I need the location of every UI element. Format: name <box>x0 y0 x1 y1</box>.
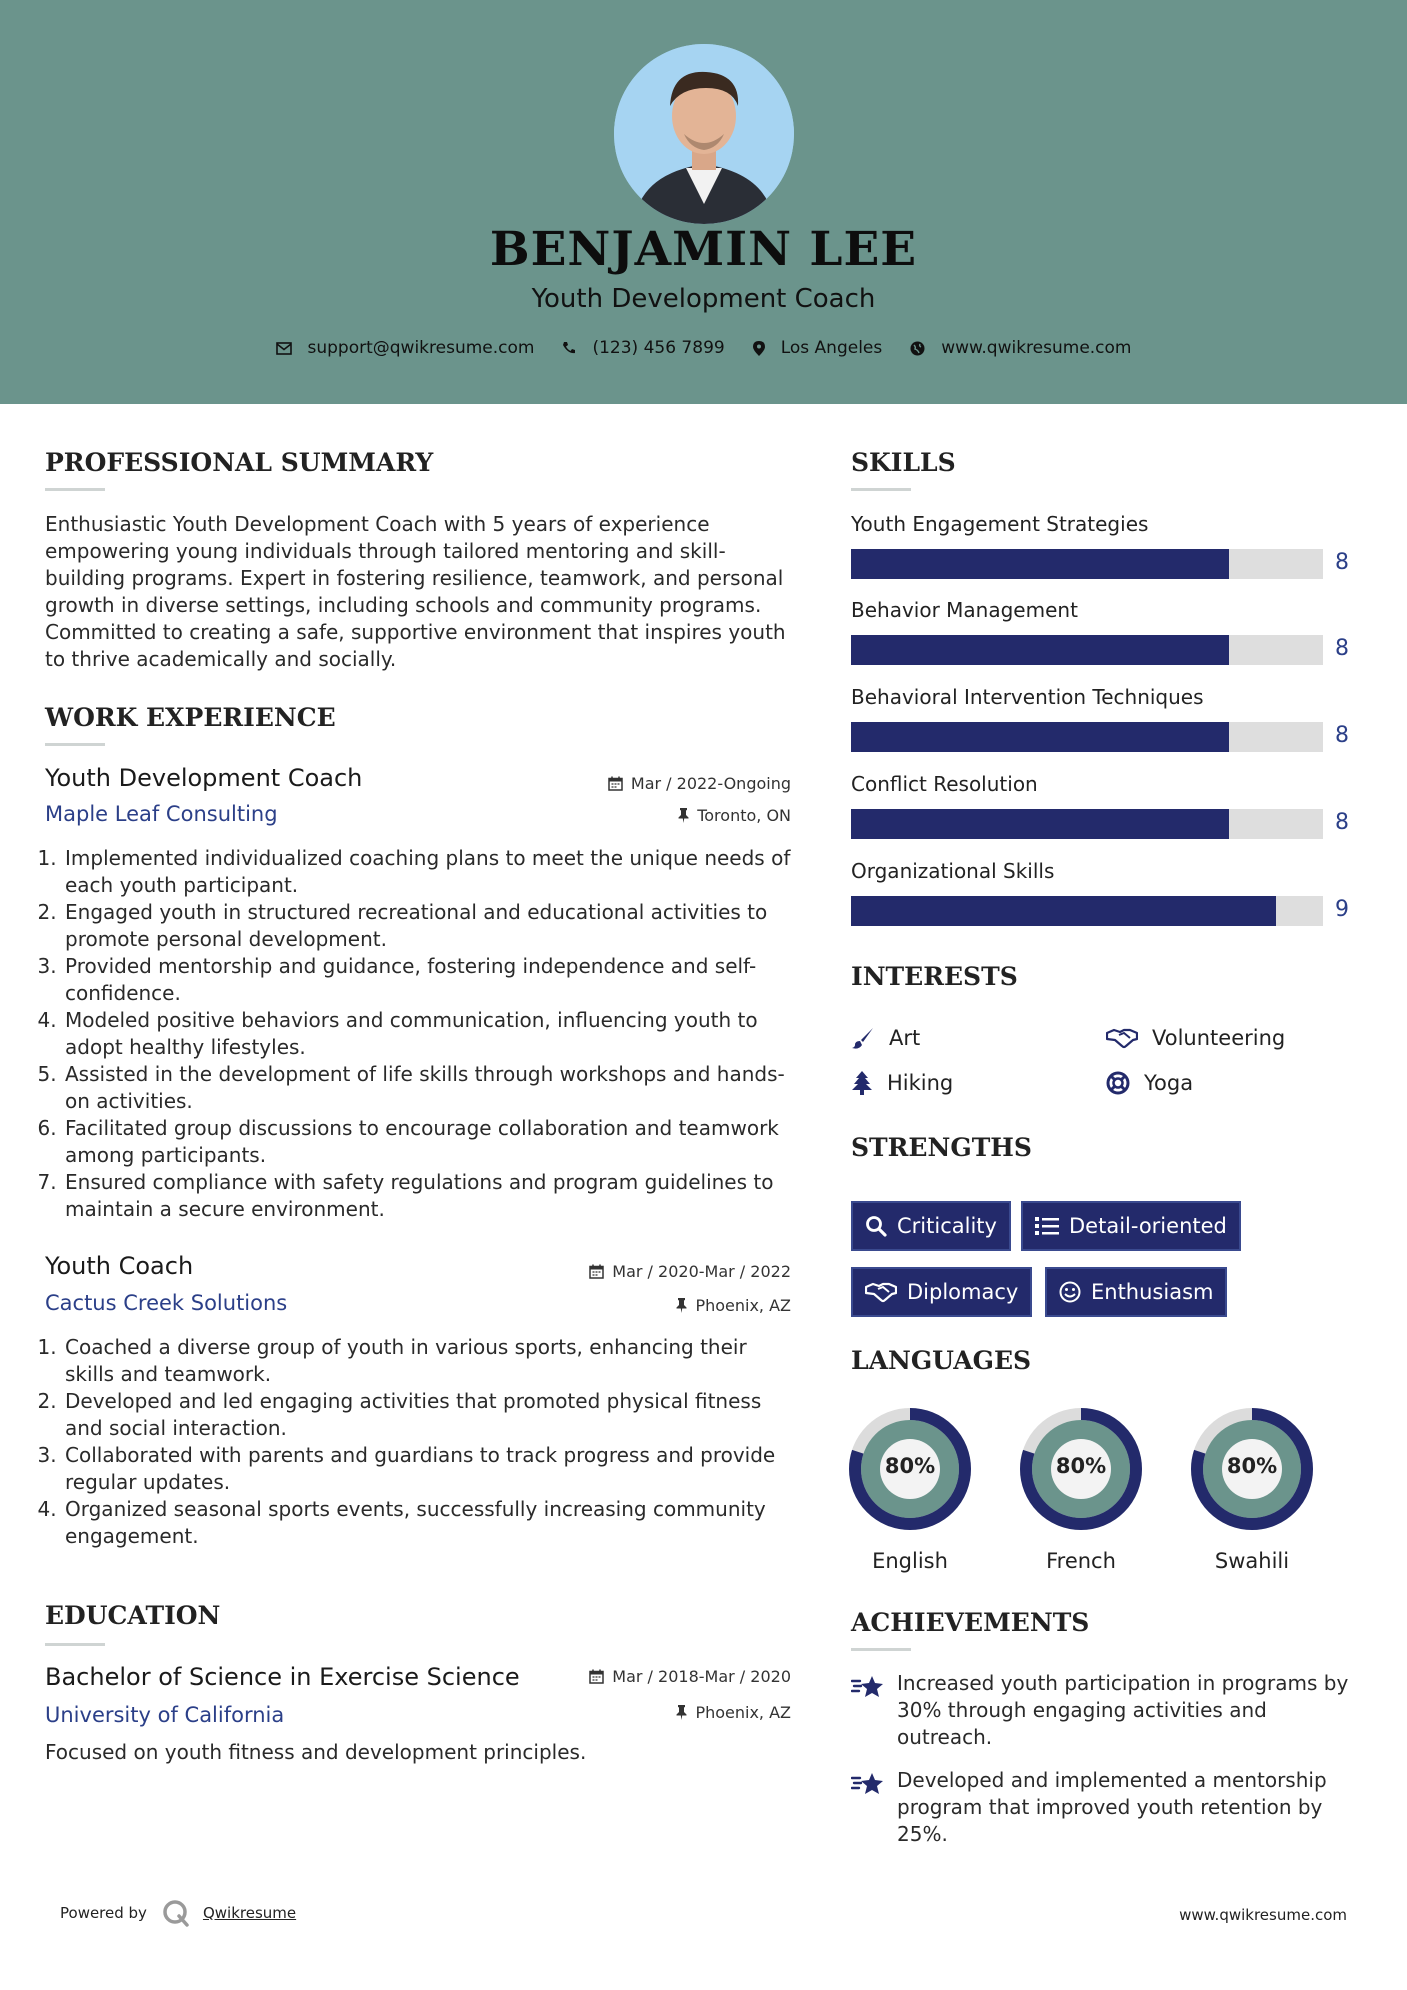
language-french <box>1019 1407 1143 1573</box>
footer-url[interactable]: www.qwikresume.com <box>1179 1906 1347 1924</box>
school-name: University of California <box>45 1703 285 1727</box>
qwikresume-link[interactable]: Qwikresume <box>202 1904 297 1922</box>
job-company-1: Maple Leaf Consulting <box>45 802 278 826</box>
footer-powered-by <box>60 1898 296 1928</box>
job-date-text-2: Mar / 2020-Mar / 2022 <box>612 1262 791 1281</box>
skill-fill-5 <box>851 896 1276 926</box>
lifering-icon <box>1106 1071 1130 1095</box>
achievements-heading: ACHIEVEMENTS <box>851 1608 1090 1637</box>
contact-phone[interactable] <box>562 338 724 358</box>
interest-volunteering <box>1106 1026 1285 1050</box>
job-title-1: Youth Development Coach <box>45 764 363 792</box>
list-item: 2. Engaged youth in structured recreational and educational activities to promote personal development. <box>63 899 795 953</box>
strength-detail-oriented <box>1021 1201 1241 1251</box>
list-item: 3. Collaborated with parents and guardians to track progress and provide regular updates. <box>63 1442 795 1496</box>
strength-label: Enthusiasm <box>1091 1280 1214 1304</box>
summary-underline <box>45 488 105 491</box>
skill-fill-1 <box>851 549 1229 579</box>
pushpin-icon <box>676 1298 687 1313</box>
list-item: 1. Coached a diverse group of youth in various sports, enhancing their skills and teamwork. <box>63 1334 795 1388</box>
interest-yoga <box>1106 1071 1193 1095</box>
job-title-2: Youth Coach <box>45 1252 194 1280</box>
language-percent: 80% <box>884 1454 936 1478</box>
skills-heading: SKILLS <box>851 448 956 477</box>
language-label: English <box>872 1549 948 1573</box>
powered-by-text: Powered by <box>60 1904 147 1922</box>
job-company-2: Cactus Creek Solutions <box>45 1291 288 1315</box>
map-pin-icon <box>753 341 765 356</box>
skill-label-2: Behavior Management <box>851 598 1078 622</box>
strength-label: Detail-oriented <box>1069 1214 1227 1238</box>
skill-fill-4 <box>851 809 1229 839</box>
skill-score-5: 9 <box>1335 897 1349 922</box>
degree-title: Bachelor of Science in Exercise Science <box>45 1663 520 1691</box>
handshake-icon <box>1106 1027 1138 1049</box>
interest-label: Volunteering <box>1152 1026 1286 1050</box>
smile-icon <box>1059 1281 1081 1303</box>
list-item: 7. Ensured compliance with safety regulations and program guidelines to maintain a secure environment. <box>63 1169 795 1223</box>
achievement-1 <box>851 1670 1361 1751</box>
calendar-icon <box>608 776 623 791</box>
skill-score-4: 8 <box>1335 810 1349 835</box>
language-swahili <box>1190 1407 1314 1573</box>
skill-label-4: Conflict Resolution <box>851 772 1038 796</box>
contact-website[interactable] <box>910 338 1131 358</box>
list-item: 6. Facilitated group discussions to encourage collaboration and teamwork among participants. <box>63 1115 795 1169</box>
skill-bar-3 <box>851 722 1323 752</box>
shooting-star-icon <box>851 1769 885 1797</box>
person-avatar-icon <box>614 44 794 224</box>
list-icon <box>1035 1216 1059 1236</box>
pushpin-icon <box>676 1705 687 1720</box>
language-percent: 80% <box>1055 1454 1107 1478</box>
qwikresume-logo-icon <box>161 1898 191 1928</box>
list-item: 3. Provided mentorship and guidance, fostering independence and self-confidence. <box>63 953 795 1007</box>
work-underline <box>45 743 105 746</box>
list-item: 4. Organized seasonal sports events, successfully increasing community engagement. <box>63 1496 795 1550</box>
phone-text: (123) 456 7899 <box>592 338 725 358</box>
interest-label: Hiking <box>887 1071 954 1095</box>
candidate-name: BENJAMIN LEE <box>489 222 918 277</box>
strengths-heading: STRENGTHS <box>851 1133 1032 1162</box>
skill-label-1: Youth Engagement Strategies <box>851 512 1149 536</box>
envelope-icon <box>276 342 292 355</box>
phone-icon <box>562 341 576 355</box>
strength-label: Criticality <box>897 1214 997 1238</box>
skill-bar-1 <box>851 549 1323 579</box>
interest-label: Yoga <box>1144 1071 1194 1095</box>
list-item: 1. Implemented individualized coaching plans to meet the unique needs of each youth participant. <box>63 845 795 899</box>
strength-label: Diplomacy <box>907 1280 1019 1304</box>
education-location-text: Phoenix, AZ <box>695 1703 791 1722</box>
job-location-1 <box>500 806 791 825</box>
interest-hiking <box>851 1071 953 1095</box>
skill-score-1: 8 <box>1335 550 1349 575</box>
education-date <box>480 1667 791 1686</box>
summary-heading: PROFESSIONAL SUMMARY <box>45 448 434 477</box>
contact-bar <box>0 338 1407 358</box>
interest-label: Art <box>889 1026 921 1050</box>
skill-bar-5 <box>851 896 1323 926</box>
skill-bar-2 <box>851 635 1323 665</box>
skills-underline <box>851 488 911 491</box>
education-location <box>500 1703 791 1722</box>
strength-enthusiasm <box>1045 1267 1227 1317</box>
skill-fill-2 <box>851 635 1229 665</box>
contact-location <box>753 338 883 358</box>
language-english <box>848 1407 972 1573</box>
list-item: 4. Modeled positive behaviors and communication, influencing youth to adopt healthy lifestyles. <box>63 1007 795 1061</box>
strength-diplomacy <box>851 1267 1032 1317</box>
skill-label-3: Behavioral Intervention Techniques <box>851 685 1204 709</box>
location-text: Los Angeles <box>780 338 883 358</box>
skill-fill-3 <box>851 722 1229 752</box>
list-item: 2. Developed and led engaging activities that promoted physical fitness and social interaction. <box>63 1388 795 1442</box>
education-heading: EDUCATION <box>45 1601 221 1630</box>
languages-heading: LANGUAGES <box>851 1346 1032 1375</box>
profile-photo <box>614 44 794 224</box>
calendar-icon <box>589 1264 604 1279</box>
job-date-2 <box>480 1262 791 1281</box>
education-date-text: Mar / 2018-Mar / 2020 <box>612 1667 791 1686</box>
globe-icon <box>910 341 925 356</box>
interest-art <box>851 1026 920 1050</box>
website-text: www.qwikresume.com <box>941 338 1132 358</box>
education-description: Focused on youth fitness and development principles. <box>45 1740 587 1764</box>
language-label: French <box>1046 1549 1116 1573</box>
job-location-text-1: Toronto, ON <box>697 806 791 825</box>
achievement-text: Increased youth participation in programs by 30% through engaging activities and outreach. <box>897 1671 1349 1749</box>
tree-icon <box>851 1071 873 1095</box>
achievement-text: Developed and implemented a mentorship program that improved youth retention by 25%. <box>897 1768 1327 1846</box>
shooting-star-icon <box>851 1672 885 1700</box>
job-location-2 <box>500 1296 791 1315</box>
summary-text: Enthusiastic Youth Development Coach with 5 years of experience empowering young individuals through tailored mentoring and skill-building programs. Expert in fostering resilience, teamwork, and personal growth in diverse settings, including schools and community programs. Committed to creating a safe, supportive environment that inspires youth to thrive academically and socially. <box>45 512 786 671</box>
search-icon <box>865 1215 887 1237</box>
language-percent: 80% <box>1226 1454 1278 1478</box>
achievement-2 <box>851 1767 1361 1848</box>
skill-bar-4 <box>851 809 1323 839</box>
handshake-icon <box>865 1281 897 1303</box>
candidate-role: Youth Development Coach <box>531 284 876 314</box>
skill-score-2: 8 <box>1335 636 1349 661</box>
interests-heading: INTERESTS <box>851 962 1018 991</box>
job-location-text-2: Phoenix, AZ <box>695 1296 791 1315</box>
brush-icon <box>851 1026 875 1050</box>
header-banner <box>0 0 1407 404</box>
calendar-icon <box>589 1669 604 1684</box>
work-heading: WORK EXPERIENCE <box>45 703 336 732</box>
job-date-1 <box>500 774 791 793</box>
job-duties-2 <box>43 1334 795 1550</box>
strength-criticality <box>851 1201 1011 1251</box>
contact-email[interactable] <box>276 338 535 358</box>
achievements-underline <box>851 1648 911 1651</box>
list-item: 5. Assisted in the development of life skills through workshops and hands-on activities. <box>63 1061 795 1115</box>
email-text: support@qwikresume.com <box>307 338 535 358</box>
job-duties-1 <box>43 845 795 1223</box>
pushpin-icon <box>678 808 689 823</box>
language-label: Swahili <box>1214 1549 1290 1573</box>
skill-score-3: 8 <box>1335 723 1349 748</box>
skill-label-5: Organizational Skills <box>851 859 1055 883</box>
job-date-text-1: Mar / 2022-Ongoing <box>630 774 791 793</box>
education-underline <box>45 1643 105 1646</box>
